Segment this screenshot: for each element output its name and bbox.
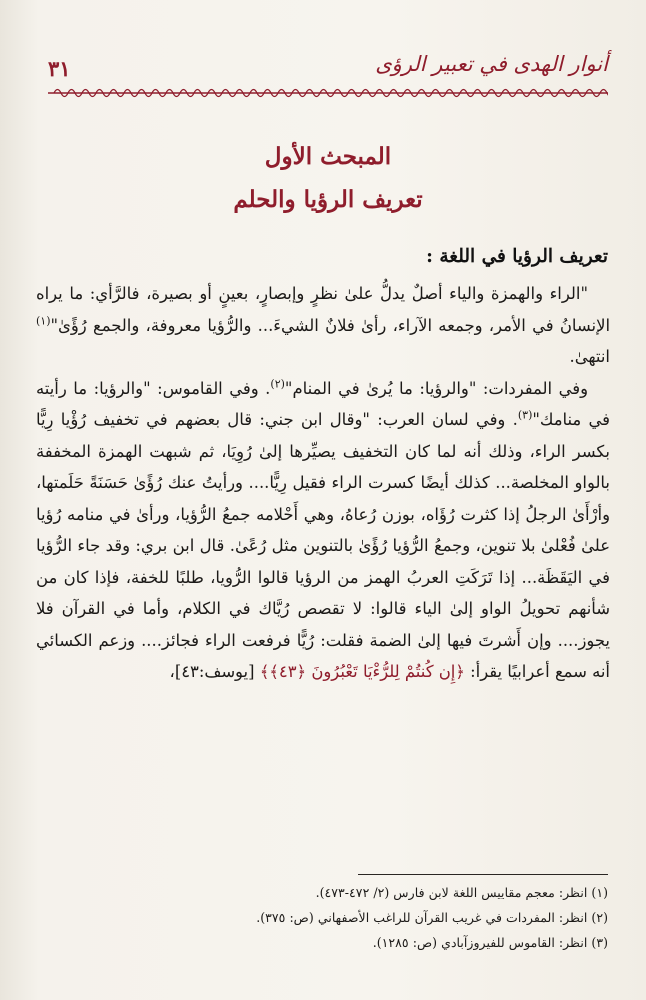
decorative-border-ornament-icon	[48, 84, 608, 102]
footnote-item: (٢) انظر: المفردات في غريب القرآن للراغب الأصفهاني (ص: ٣٧٥).	[256, 910, 608, 925]
verse-citation: [يوسف:٤٣]،	[169, 662, 260, 681]
paragraph	[36, 278, 610, 373]
section-title: المبحث الأول	[264, 143, 392, 170]
paragraph	[36, 373, 610, 688]
footnote-divider	[358, 874, 608, 875]
running-header	[48, 52, 608, 82]
footnote-item: (٣) انظر: القاموس للفيروزآبادي (ص: ١٢٨٥).	[372, 935, 608, 950]
footnote-reference[interactable]: (١)	[36, 314, 51, 328]
footnote-item: (١) انظر: معجم مقاييس اللغة لابن فارس (٢/ ٤٧٢-٤٧٣).	[315, 885, 608, 900]
footnotes	[38, 880, 608, 955]
paragraph-text: . وفي لسان العرب: "وقال ابن جني: قال بعضهم في تخفيف رُؤْيا رِيًّا بكسر الراء، وذلك أنه لما كان التخفيف يصيِّرها إلىٰ رُوِيَا، ثم شبهت الهمزة المخففة بالواو المخلصة... كذلك أيضًا كسرت الراء فقيل رِيًّا.... ورأيتُ عنك رُؤًىٰ حَسَنَةً حَلَمتها، وأرْأَىٰ الرجلُ إذا كثرت رُؤَاه، بوزن رُعاهُ، وهي أَحْلامه جمعُ الرُّؤيا، ورأىٰ في منامه رُؤيا علىٰ فُعْلىٰ بلا تنوين، وجمعُ الرُّؤيا رُؤًىٰ بالتنوين مثل رُعًىٰ. قال ابن بري: وقد جاء الرُّؤيا في اليَقَظَة... إذا تَرَكَتِ العربُ الهمز من الرؤيا قالوا الرُّويا، طلبًا للخفة، فإذا كان من شأنهم تحويلُ الواو إلىٰ الياء قالوا: لا تقصص رُيَّاك في الكلام، وأما في القرآن فلا يجوز.... وإن أَشرتَ فيها إلىٰ الضمة فقلت: رُيًّا فرفعت الراء فجائز.... وزعم الكسائي أنه سمع أعرابيًا يقرأ:	[36, 410, 610, 681]
body-text	[36, 278, 610, 688]
page-number: ٣١	[48, 56, 71, 81]
footnote-reference[interactable]: (٣)	[517, 408, 533, 422]
quran-verse: ﴿إِن كُنتُمْ لِلرُّءْيَا تَعْبُرُونَ ﴿٤٣﴾﴾	[259, 662, 465, 681]
book-title: أنوار الهدى في تعبير الرؤى	[375, 52, 608, 76]
paragraph-text: وفي المفردات: "والرؤيا: ما يُرىٰ في المنام"	[284, 378, 588, 398]
paragraph-text: انتهىٰ.	[569, 347, 610, 366]
section-subtitle: تعريف الرؤيا والحلم	[233, 186, 423, 213]
subheading-linguistic-definition: تعريف الرؤيا في اللغة :	[426, 246, 608, 267]
paragraph-text: . وفي القاموس: "والرؤيا: ما رأيته في منامك"	[36, 378, 610, 429]
paragraph-text: "الراء والهمزة والياء أصلٌ يدلُّ علىٰ نظرٍ وإبصارٍ، بعينٍ أو بصيرة، فالرَّأي: ما يراه الإنسانُ في الأمر، وجمعه الآراء، رأىٰ فلانٌ الشيءَ... والرُّؤيا معروفة، والجمع رُؤًىٰ"	[36, 284, 610, 335]
footnote-reference[interactable]: (٢)	[270, 377, 285, 391]
